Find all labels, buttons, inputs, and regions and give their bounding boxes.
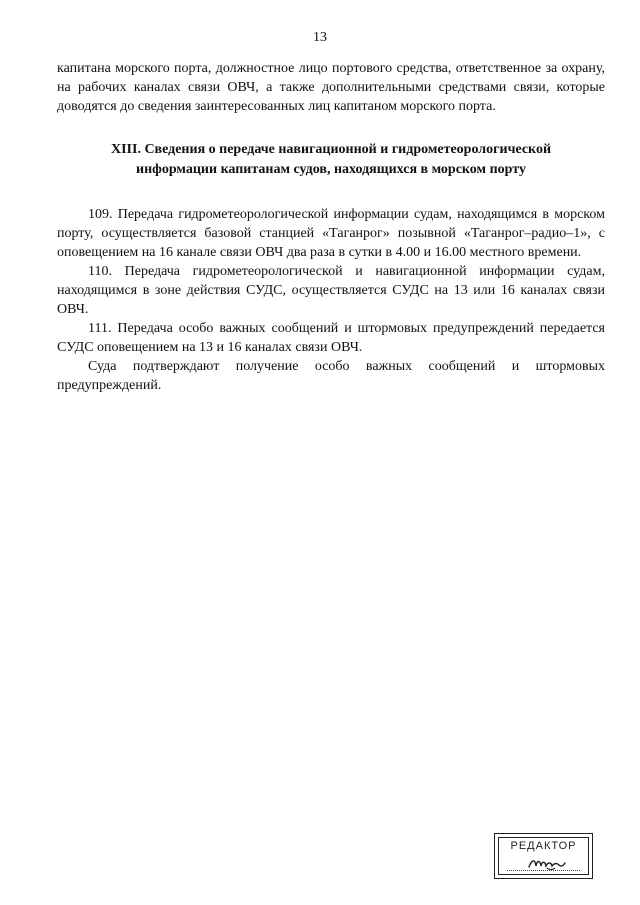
paragraph-111: 111. Передача особо важных сообщений и штормовых предупреждений передается СУДС оповещением на 13 и 16 каналах связи ОВЧ. <box>57 321 605 355</box>
signature-line <box>507 870 580 871</box>
page-number: 13 <box>313 30 327 45</box>
paragraph-110: 110. Передача гидрометеорологической и навигационной информации судам, находящимся в зоне действия СУДС, осуществляется СУДС на 13 или 16 каналах связи ОВЧ. <box>57 264 605 317</box>
editor-stamp-frame <box>498 837 589 875</box>
intro-paragraph: капитана морского порта, должностное лицо портового средства, ответственное за охрану, на рабочих каналах связи ОВЧ, а также дополнительными средствами связи, которые доводятся до сведения заинтересованных лиц капитаном морского порта. <box>57 61 605 114</box>
editor-stamp-label: РЕДАКТОР <box>510 840 577 852</box>
paragraph-109: 109. Передача гидрометеорологической информации судам, находящимся в морском порту, осуществляется базовой станцией «Таганрог» позывной «Таганрог–радио–1», с оповещением на 16 канале связи ОВЧ два раза в сутки в 4.00 и 16.00 местного времени. <box>57 207 605 260</box>
section-title <box>57 140 605 180</box>
paragraph-confirmation: Суда подтверждают получение особо важных сообщений и штормовых предупреждений. <box>57 359 605 393</box>
section-title-line-2: информации капитанам судов, находящихся в морском порту <box>136 162 526 177</box>
section-title-line-1: XIII. Сведения о передаче навигационной и гидрометеорологической <box>110 142 552 157</box>
editor-stamp <box>494 833 593 879</box>
section-body <box>57 205 605 395</box>
